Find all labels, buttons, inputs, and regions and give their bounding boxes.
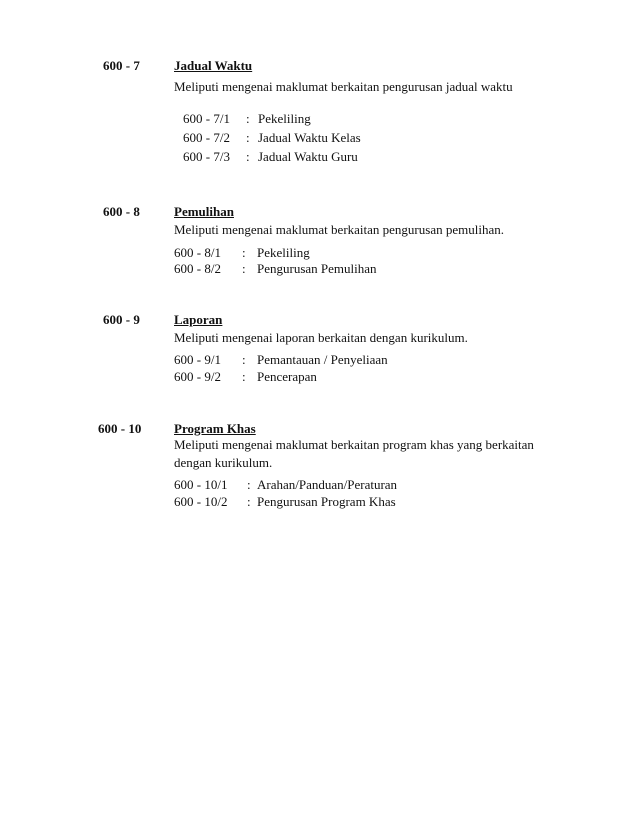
item-separator: : (242, 352, 246, 367)
item-label: Pemantauan / Penyeliaan (257, 352, 388, 367)
item-code: 600 - 9/1 (174, 352, 221, 367)
item-label: Pencerapan (257, 369, 317, 384)
item-label: Pekeliling (258, 111, 311, 126)
item-label: Pekeliling (257, 245, 310, 260)
section-title: Pemulihan (174, 204, 234, 219)
item-code: 600 - 7/2 (183, 130, 230, 145)
section-description: Meliputi mengenai maklumat berkaitan program khas yang berkaitan dengan kurikulum. (174, 437, 534, 470)
item-code: 600 - 10/2 (174, 494, 228, 509)
item-separator: : (246, 111, 250, 126)
section-code: 600 - 8 (103, 204, 140, 219)
item-label: Pengurusan Program Khas (257, 494, 396, 509)
item-separator: : (247, 494, 251, 509)
item-label: Pengurusan Pemulihan (257, 261, 377, 276)
section-title: Jadual Waktu (174, 58, 253, 73)
item-code: 600 - 8/1 (174, 245, 221, 260)
item-label: Jadual Waktu Guru (258, 149, 358, 164)
section-description: Meliputi mengenai laporan berkaitan dengan kurikulum. (174, 330, 468, 345)
item-label: Arahan/Panduan/Peraturan (257, 477, 398, 492)
item-separator: : (247, 477, 251, 492)
section-code: 600 - 7 (103, 58, 140, 73)
item-separator: : (242, 261, 246, 276)
item-label: Jadual Waktu Kelas (258, 130, 361, 145)
section-description: Meliputi mengenai maklumat berkaitan pengurusan pemulihan. (174, 222, 504, 237)
item-separator: : (246, 149, 250, 164)
section-title: Program Khas (174, 421, 256, 436)
item-separator: : (242, 369, 246, 384)
section-code: 600 - 9 (103, 312, 140, 327)
item-separator: : (246, 130, 250, 145)
section-description: Meliputi mengenai maklumat berkaitan pengurusan jadual waktu (174, 79, 513, 94)
item-code: 600 - 9/2 (174, 369, 221, 384)
item-code: 600 - 8/2 (174, 261, 221, 276)
item-code: 600 - 10/1 (174, 477, 228, 492)
section-title: Laporan (174, 312, 223, 327)
item-code: 600 - 7/3 (183, 149, 230, 164)
section-code: 600 - 10 (98, 421, 142, 436)
item-separator: : (242, 245, 246, 260)
item-code: 600 - 7/1 (183, 111, 230, 126)
